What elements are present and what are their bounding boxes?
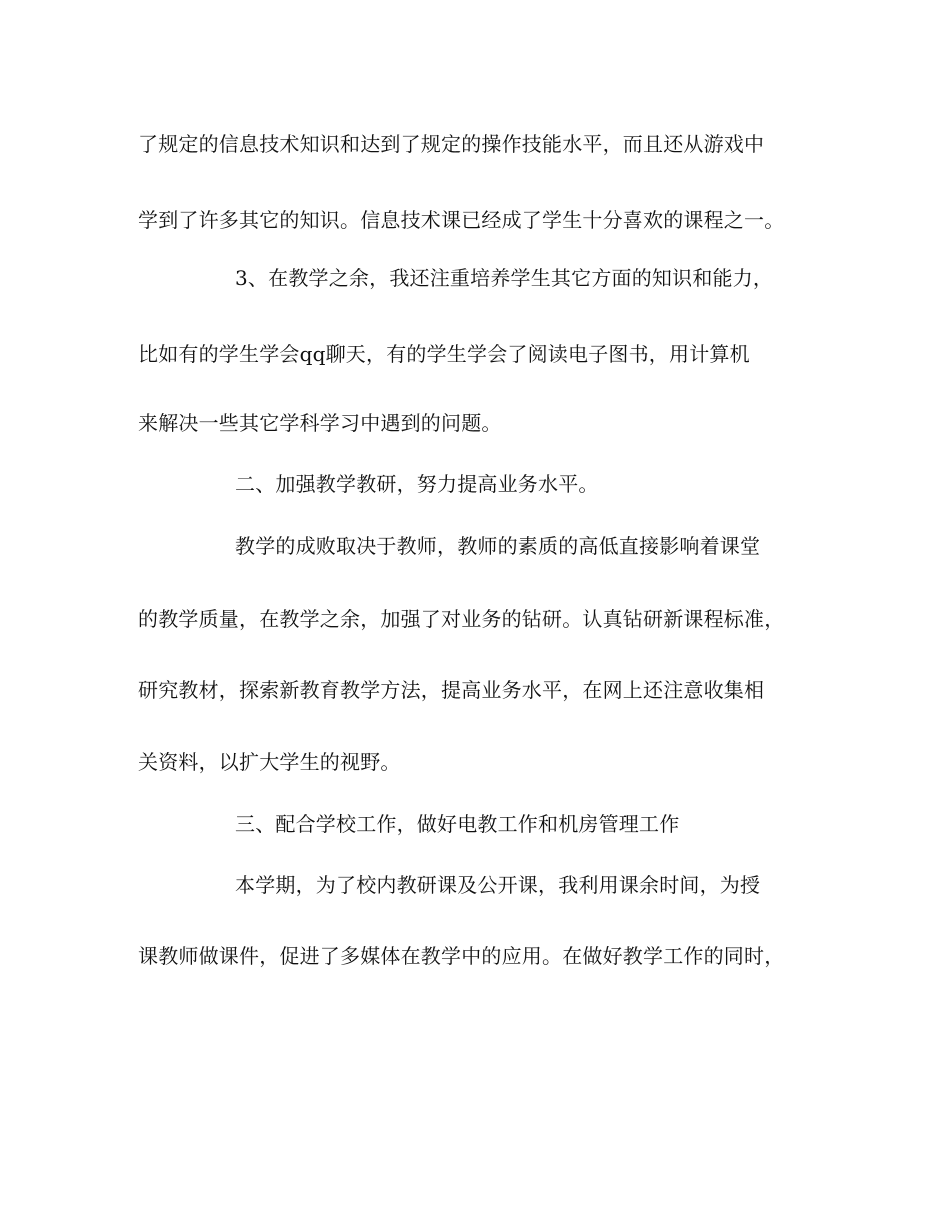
text-line: 教学的成败取决于教师，教师的素质的高低直接影响着课堂: [235, 534, 761, 558]
text-line: 学到了许多其它的知识。信息技术课已经成了学生十分喜欢的课程之一。: [138, 208, 785, 232]
text-line: 比如有的学生学会qq聊天，有的学生学会了阅读电子图书，用计算机: [138, 342, 750, 366]
text-line: 的教学质量，在教学之余，加强了对业务的钻研。认真钻研新课程标准，: [138, 607, 785, 631]
text-line: 本学期，为了校内教研课及公开课，我利用课余时间，为授: [235, 873, 761, 897]
text-line: 关资料，以扩大学生的视野。: [138, 750, 401, 774]
section-heading-2: 二、加强教学教研，努力提高业务水平。: [235, 472, 599, 496]
text-line: 研究教材，探索新教育教学方法，提高业务水平，在网上还注意收集相: [138, 678, 765, 702]
paragraph-heading-3: 3、在教学之余，我还注重培养学生其它方面的知识和能力，: [235, 266, 774, 290]
section-heading-3: 三、配合学校工作，做好电教工作和机房管理工作: [235, 812, 680, 836]
text-line: 课教师做课件，促进了多媒体在教学中的应用。在做好教学工作的同时，: [138, 944, 785, 968]
text-line: 了规定的信息技术知识和达到了规定的操作技能水平，而且还从游戏中: [138, 132, 765, 156]
text-line: 来解决一些其它学科学习中遇到的问题。: [138, 411, 502, 435]
